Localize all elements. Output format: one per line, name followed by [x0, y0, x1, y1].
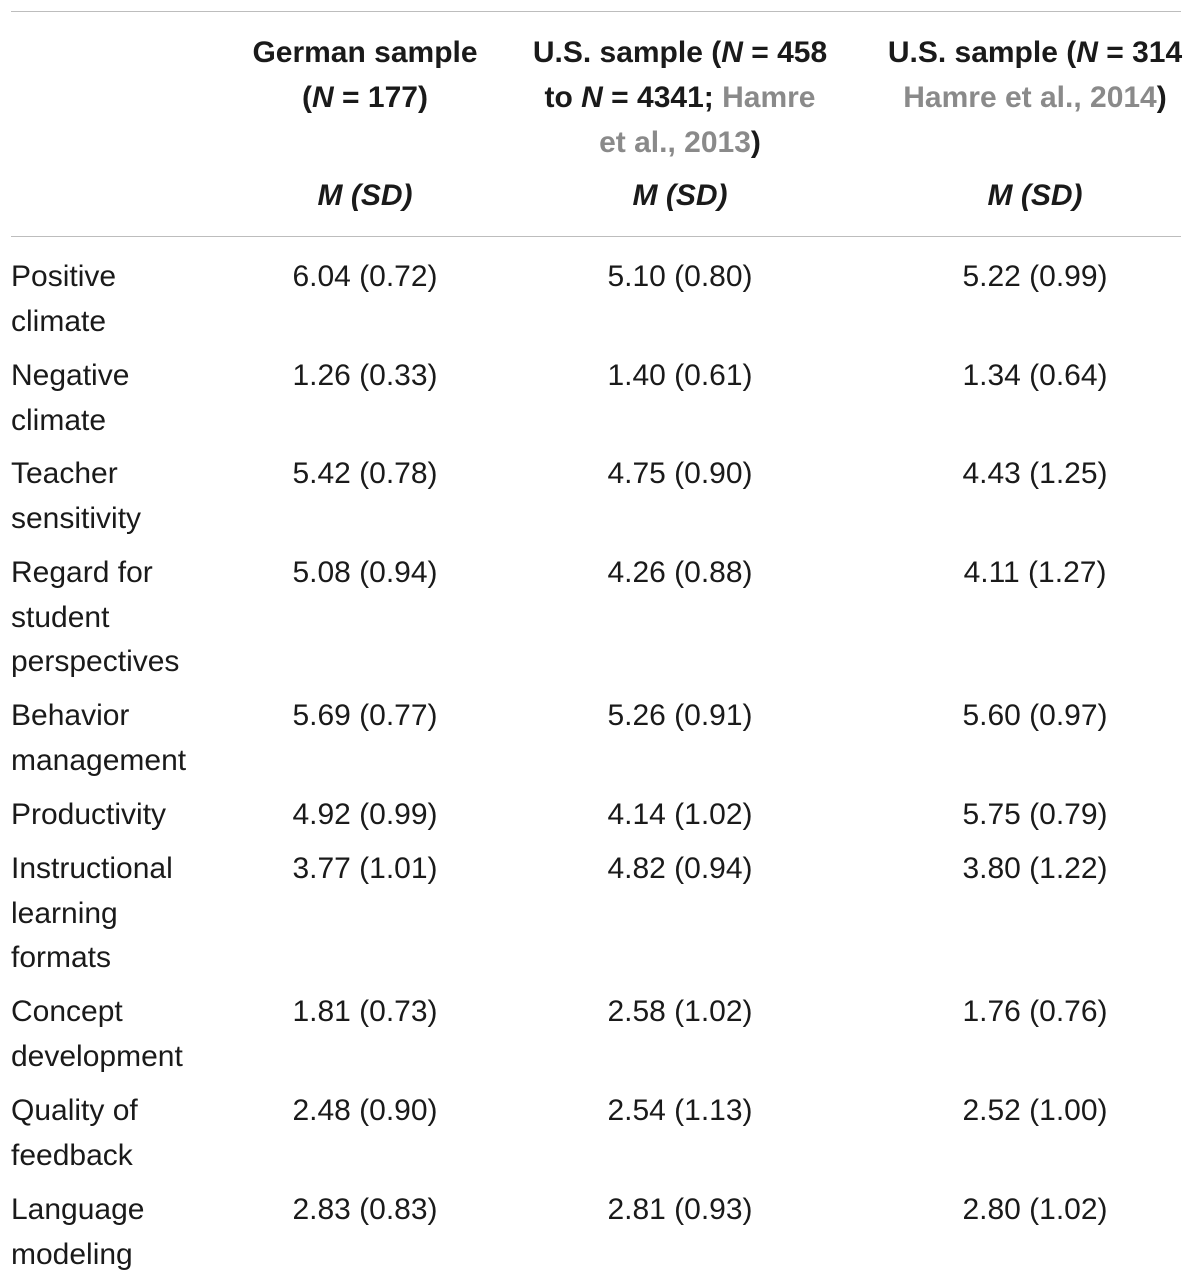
cell-german: 1.26 (0.33) — [292, 359, 438, 392]
cell-us2014: 1.34 (0.64) — [962, 359, 1108, 392]
cell-us2014: 5.60 (0.97) — [962, 699, 1108, 732]
header-us2013-line3: et al., 2013) — [599, 126, 761, 159]
cell-us2014: 4.43 (1.25) — [962, 457, 1108, 490]
cell-us2014: 4.11 (1.27) — [963, 556, 1107, 589]
row-label: Negative climate — [11, 359, 130, 437]
header-german-sample — [240, 30, 490, 120]
row-label: Productivity — [11, 798, 167, 831]
table-top-rule — [11, 11, 1181, 12]
row-label: Quality of feedback — [11, 1094, 138, 1172]
header-us2013-line1: U.S. sample (N = 458 — [532, 36, 828, 69]
row-label: Behavior management — [11, 699, 187, 777]
cell-us2013: 5.26 (0.91) — [607, 699, 753, 732]
cell-german: 5.42 (0.78) — [292, 457, 438, 490]
header-us-sample-2014 — [855, 30, 1200, 120]
cell-us2014: 5.75 (0.79) — [962, 798, 1108, 831]
cell-us2013: 2.54 (1.13) — [607, 1094, 753, 1127]
cell-german: 5.08 (0.94) — [292, 556, 438, 589]
cell-us2013: 1.40 (0.61) — [607, 359, 753, 392]
cell-german: 4.92 (0.99) — [292, 798, 438, 831]
header-us2014-line1: U.S. sample (N = 314 — [887, 36, 1183, 69]
cell-us2013: 4.82 (0.94) — [607, 852, 753, 885]
header-us2014-line2: Hamre et al., 2014) — [903, 81, 1167, 114]
subheader-us2013-stat: M (SD) — [632, 179, 728, 212]
header-german-line1: German sample — [252, 36, 478, 69]
row-label: Concept development — [11, 995, 183, 1073]
header-us-sample-2013 — [515, 30, 845, 165]
row-label: Regard for student perspectives — [11, 556, 180, 678]
cell-us2013: 4.26 (0.88) — [607, 556, 753, 589]
cell-us2014: 1.76 (0.76) — [962, 995, 1108, 1028]
cell-german: 1.81 (0.73) — [292, 995, 438, 1028]
cell-us2013: 4.14 (1.02) — [607, 798, 753, 831]
citation-hamre-2013-part1: Hamre — [722, 81, 816, 114]
cell-us2013: 4.75 (0.90) — [607, 457, 753, 490]
cell-us2014: 2.80 (1.02) — [962, 1193, 1108, 1226]
cell-us2014: 2.52 (1.00) — [962, 1094, 1108, 1127]
header-us2013-line2: to N = 4341; Hamre — [544, 81, 816, 114]
cell-us2014: 5.22 (0.99) — [962, 260, 1108, 293]
subheader-us2014-stat: M (SD) — [987, 179, 1083, 212]
header-bottom-rule — [11, 236, 1181, 237]
cell-us2013: 2.58 (1.02) — [607, 995, 753, 1028]
row-label: Instructional learning formats — [11, 852, 173, 974]
row-label: Teacher sensitivity — [11, 457, 142, 535]
cell-german: 2.83 (0.83) — [292, 1193, 438, 1226]
cell-german: 6.04 (0.72) — [292, 260, 438, 293]
subheader-german-stat: M (SD) — [317, 179, 413, 212]
cell-us2013: 5.10 (0.80) — [607, 260, 753, 293]
citation-hamre-2014: Hamre et al., 2014 — [903, 81, 1157, 114]
citation-hamre-2013-part2: et al., 2013 — [599, 126, 751, 159]
cell-german: 2.48 (0.90) — [292, 1094, 438, 1127]
row-label: Positive climate — [11, 260, 117, 338]
cell-us2014: 3.80 (1.22) — [962, 852, 1108, 885]
cell-german: 5.69 (0.77) — [292, 699, 438, 732]
cell-us2013: 2.81 (0.93) — [607, 1193, 753, 1226]
cell-german: 3.77 (1.01) — [292, 852, 438, 885]
row-label: Language modeling — [11, 1193, 145, 1271]
header-german-line2: (N = 177) — [302, 81, 428, 114]
